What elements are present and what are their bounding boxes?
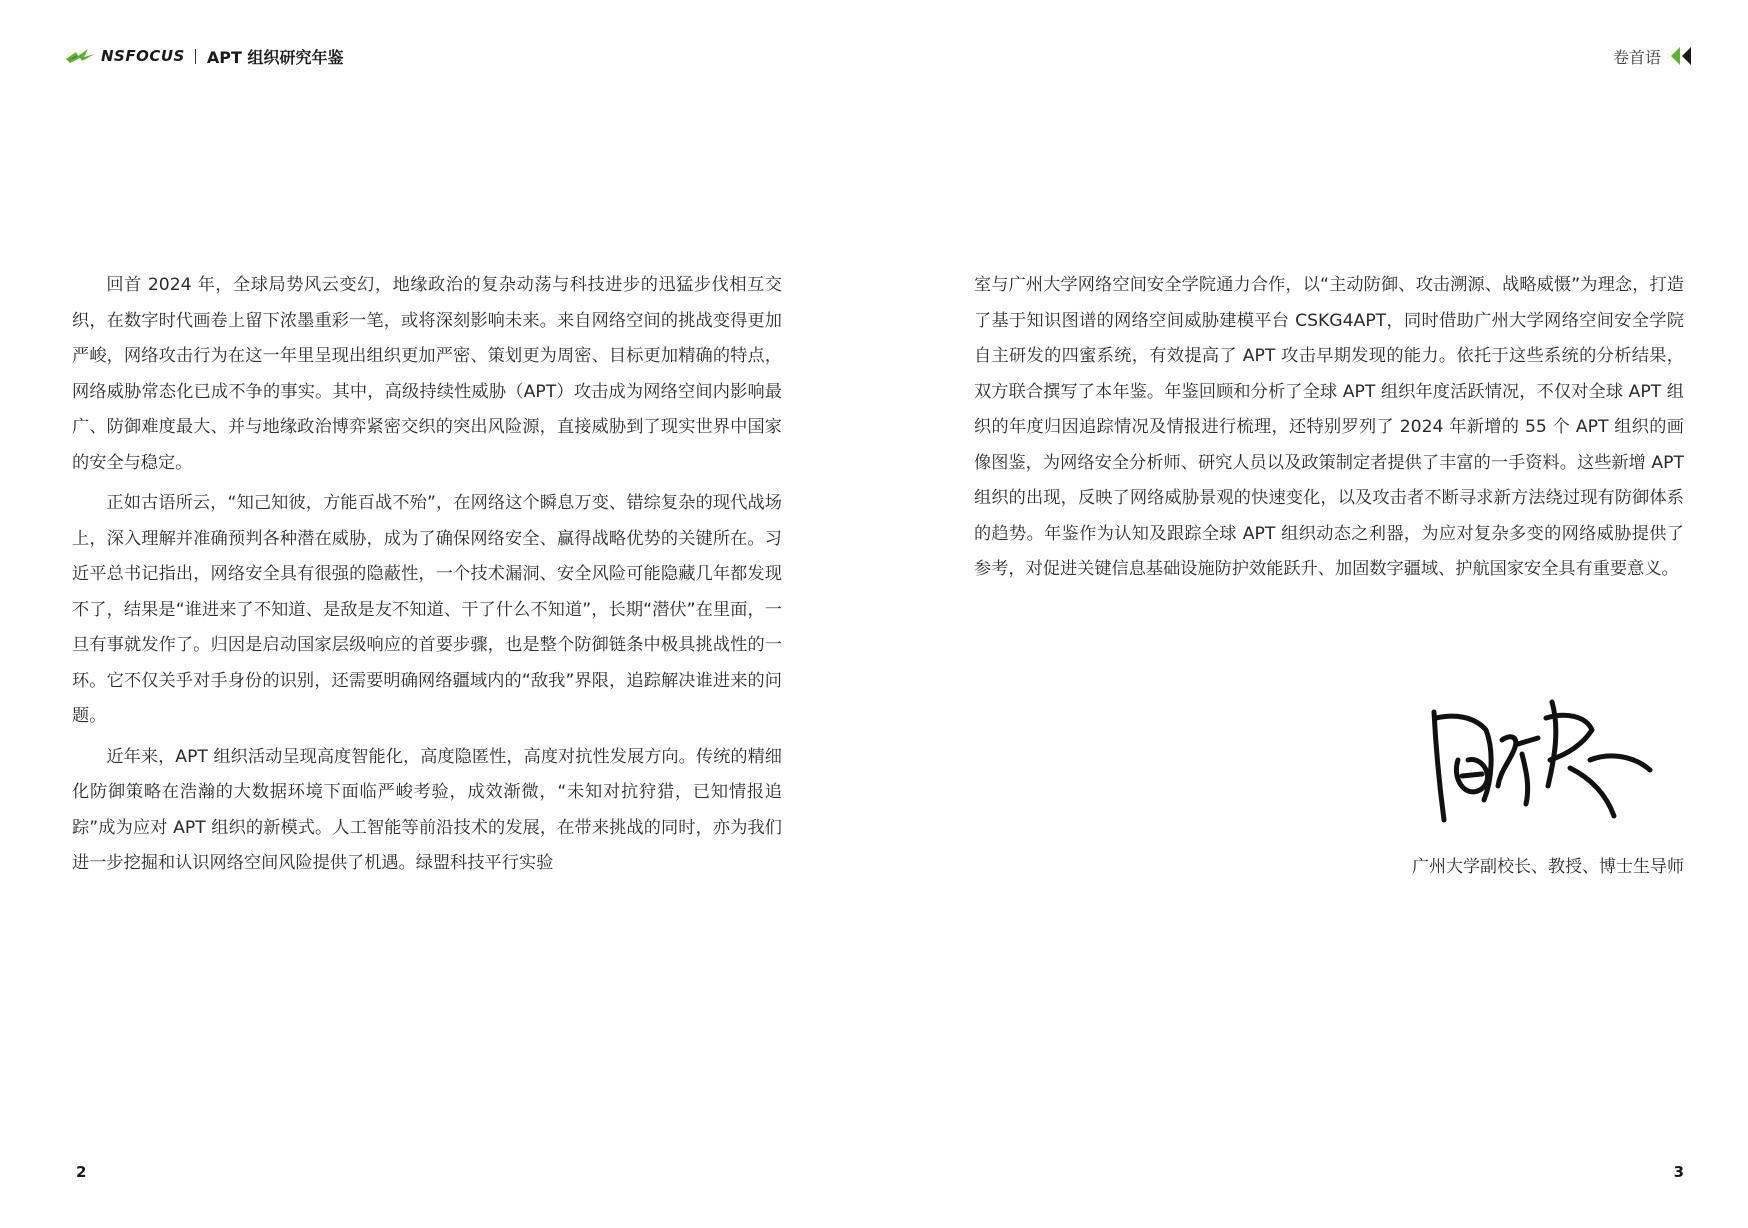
paragraph: 正如古语所云，“知己知彼，方能百战不殆”，在网络这个瞬息万变、错综复杂的现代战场上，深入理解并准确预判各种潜在威胁，成为了确保网络安全、赢得战略优势的关键所在。习近平总书记指出，网络安全具有很强的隐蔽性，一个技术漏洞、安全风险可能隐藏几年都发现不了，结果是“谁进来了不知道、是敌是友不知道、干了什么不知道”，长期“潜伏”在里面，一旦有事就发作了。归因是启动国家层级响应的首要步骤，也是整个防御链条中极具挑战性的一环。它不仅关乎对手身份的识别，还需要明确网络疆域内的“敌我”界限，追踪解决谁进来的问题。 <box>72 493 782 726</box>
paragraph: 近年来，APT 组织活动呈现高度智能化，高度隐匿性，高度对抗性发展方向。传统的精细化防御策略在浩瀚的大数据环境下面临严峻考验，成效渐微，“未知对抗狩猎，已知情报追踪”成为应对 APT 组织的新模式。人工智能等前沿技术的发展，在带来挑战的同时，亦为我们进一步挖掘和认识网络空间风险提供了机遇。绿盟科技平行实验 <box>72 746 782 873</box>
signer-title: 广州大学副校长、教授、博士生导师 <box>1412 857 1684 877</box>
double-chevron-left-icon <box>1670 46 1692 66</box>
brand-header <box>64 42 343 70</box>
nsfocus-logo <box>64 46 185 66</box>
page-number: 3 <box>1673 1163 1684 1181</box>
nsfocus-bird-icon <box>64 46 98 66</box>
page-number: 2 <box>76 1163 87 1181</box>
publication-title: APT 组织研究年鉴 <box>206 47 344 67</box>
header-divider <box>195 49 196 64</box>
left-body-text <box>72 268 782 882</box>
right-page <box>874 0 1748 1228</box>
paragraph: 回首 2024 年，全球局势风云变幻，地缘政治的复杂动荡与科技进步的迅猛步伐相互交织，在数字时代画卷上留下浓墨重彩一笔，或将深刻影响未来。来自网络空间的挑战变得更加严峻，网络攻击行为在这一年里呈现出组织更加严密、策划更为周密、目标更加精确的特点，网络威胁常态化已成不争的事实。其中，高级持续性威胁（APT）攻击成为网络空间内影响最广、防御难度最大、并与地缘政治博弈紧密交织的突出风险源，直接威胁到了现实世界中国家的安全与稳定。 <box>72 275 782 473</box>
paragraph: 室与广州大学网络空间安全学院通力合作，以“主动防御、攻击溯源、战略威慑”为理念，打造了基于知识图谱的网络空间威胁建模平台 CSKG4APT，同时借助广州大学网络空间安全学院自主研发的四蜜系统，有效提高了 APT 攻击早期发现的能力。依托于这些系统的分析结果，双方联合撰写了本年鉴。年鉴回顾和分析了全球 APT 组织年度活跃情况，不仅对全球 APT 组织的年度归因追踪情况及情报进行梳理，还特别罗列了 2024 年新增的 55 个 APT 组织的画像图鉴，为网络安全分析师、研究人员以及政策制定者提供了丰富的一手资料。这些新增 APT 组织的出现，反映了网络威胁景观的快速变化，以及攻击者不断寻求新方法绕过现有防御体系的趋势。年鉴作为认知及跟踪全球 APT 组织动态之利器，为应对复杂多变的网络威胁提供了参考，对促进关键信息基础设施防护效能跃升、加固数字疆域、护航国家安全具有重要意义。 <box>974 275 1684 579</box>
section-label: 卷首语 <box>1612 47 1661 67</box>
brand-wordmark: NSFOCUS <box>101 47 185 65</box>
section-tag <box>1613 42 1692 70</box>
right-body-text <box>974 268 1684 588</box>
handwritten-signature <box>1414 690 1664 830</box>
